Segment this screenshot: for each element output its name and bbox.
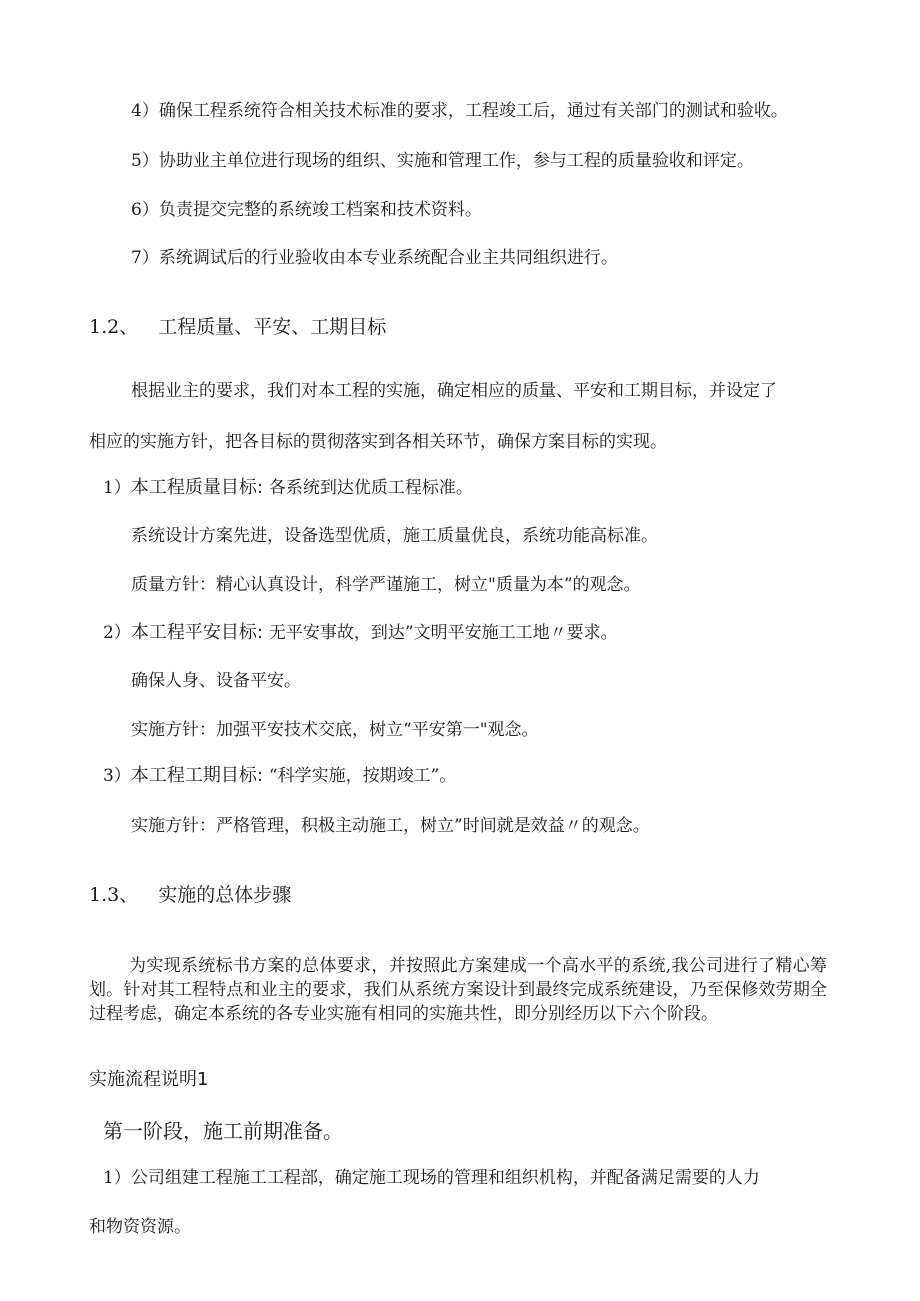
section-title: 实施的总体步骤: [158, 884, 292, 906]
goal-text: 各系统到达优质工程标准。: [268, 478, 473, 498]
goal-safety-detail-2: 实施方针：加强平安技术交底，树立“平安第一"观念。: [131, 720, 539, 740]
goal-text: “科学实施，按期竣工”。: [268, 766, 457, 786]
section-1-2-heading: [89, 315, 386, 339]
duty-item-4: 4）确保工程系统符合相关技术标准的要求，工程竣工后，通过有关部门的测试和验收。: [131, 101, 788, 121]
duty-item-5: 5）协助业主单位进行现场的组织、实施和管理工作，参与工程的质量验收和评定。: [131, 151, 754, 171]
goal-schedule: [103, 765, 456, 787]
section-title: 工程质量、平安、工期目标: [158, 316, 387, 338]
goal-number: 1）: [103, 478, 131, 498]
duty-item-6: 6）负责提交完整的系统竣工档案和技术资料。: [131, 200, 482, 220]
goal-safety-detail-1: 确保人身、设备平安。: [131, 671, 301, 691]
section-number: 1.3、: [89, 884, 139, 906]
phase-1-item-1-line1: 1）公司组建工程施工工程部，确定施工现场的管理和组织机构，并配备满足需要的人力: [103, 1168, 760, 1188]
section-1-2-intro-line2: 相应的实施方针，把各目标的贯彻落实到各相关环节，确保方案目标的实现。: [89, 432, 667, 452]
goal-number: 3）: [103, 766, 131, 786]
goal-label: 本工程平安目标:: [130, 622, 263, 643]
phase-1-title: 第一阶段，施工前期准备。: [103, 1119, 343, 1143]
goal-label: 本工程工期目标:: [130, 765, 263, 786]
duty-item-7: 7）系统调试后的行业验收由本专业系统配合业主共同组织进行。: [131, 248, 618, 268]
flow-title: 实施流程说明1: [89, 1069, 209, 1090]
section-1-3-paragraph: 为实现系统标书方案的总体要求，并按照此方案建成一个高水平的系统,我公司进行了精心筹划。针对其工程特点和业主的要求，我们从系统方案设计到最终完成系统建设，乃至保修效劳期全过程考虑，确定本系统的各专业实施有相同的实施共性，即分别经历以下六个阶段。: [89, 956, 827, 1024]
goal-quality-detail-1: 系统设计方案先进，设备选型优质，施工质量优良，系统功能高标准。: [131, 526, 658, 546]
phase-1-item-1-line2: 和物资资源。: [89, 1217, 191, 1237]
goal-quality: [103, 477, 473, 499]
goal-label: 本工程质量目标:: [130, 477, 263, 498]
goal-text: 无平安事故，到达”文明平安施工工地〃要求。: [268, 623, 618, 643]
goal-quality-detail-2: 质量方针：精心认真设计，科学严谨施工，树立"质量为本”的观念。: [131, 575, 641, 595]
section-number: 1.2、: [89, 316, 139, 338]
section-1-3-heading: [89, 883, 291, 907]
goal-schedule-detail-1: 实施方针：严格管理，积极主动施工，树立”时间就是效益〃的观念。: [131, 816, 650, 836]
section-1-2-intro-line1: 根据业主的要求，我们对本工程的实施，确定相应的质量、平安和工期目标，并设定了: [131, 381, 777, 401]
goal-safety: [103, 622, 618, 644]
goal-number: 2）: [103, 623, 131, 643]
